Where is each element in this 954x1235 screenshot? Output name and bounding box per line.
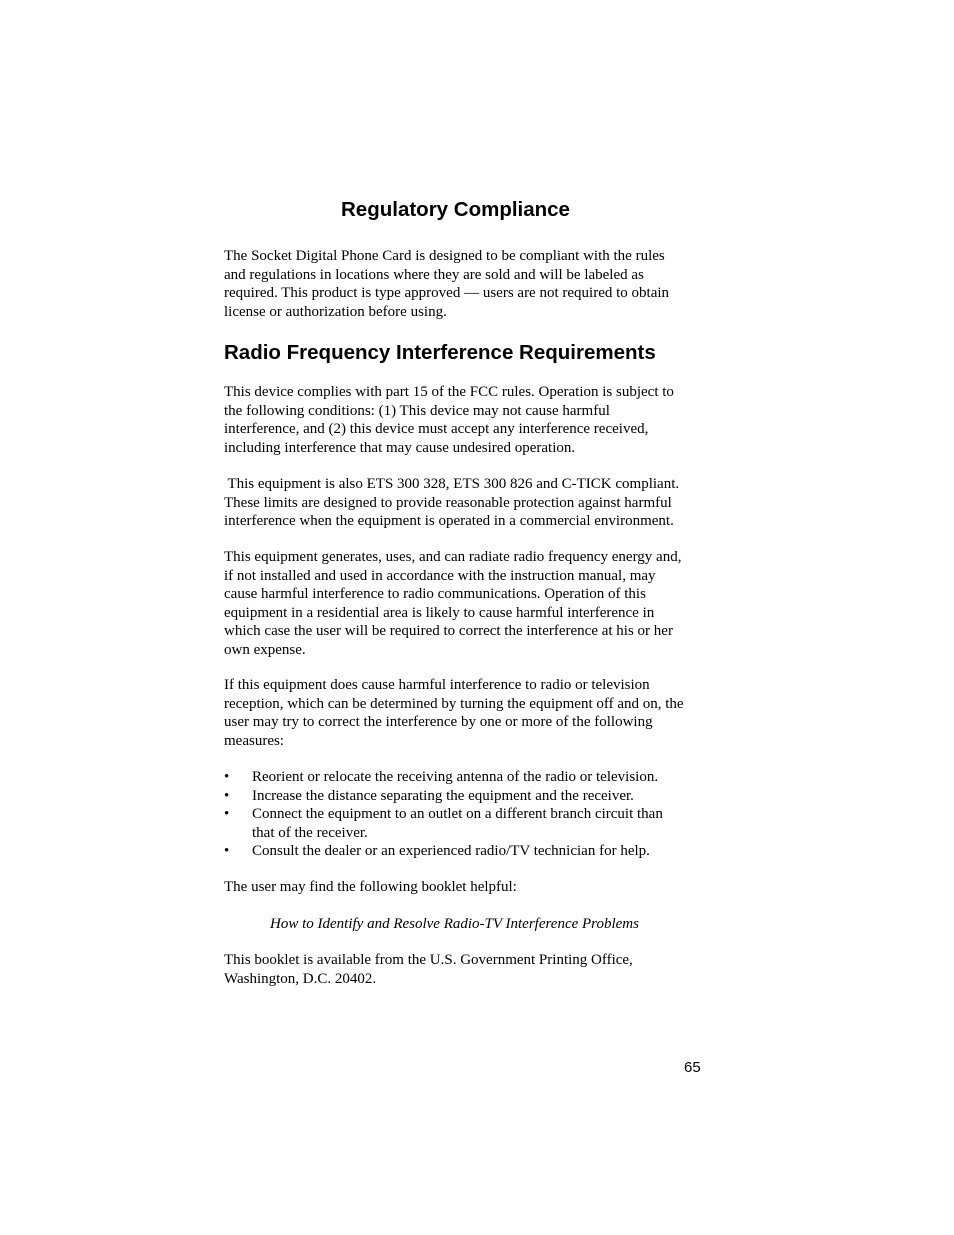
paragraph-ets [224, 475, 704, 531]
measures-list [224, 768, 704, 861]
paragraph-generates [224, 548, 704, 659]
paragraph-line: own expense. [224, 641, 306, 658]
paragraph-line: including interference that may cause undesired operation. [224, 439, 576, 456]
paragraph-regulatory [224, 247, 704, 321]
bullet-icon: • [224, 769, 230, 785]
paragraph-line: and regulations in locations where they are sold and will be labeled as [224, 266, 644, 283]
list-item [224, 842, 704, 861]
list-item [224, 787, 704, 806]
bullet-icon: • [224, 843, 230, 859]
paragraph-line: measures: [224, 732, 284, 749]
paragraph-line: the following conditions: (1) This device may not cause harmful [224, 402, 610, 419]
paragraph-line: Washington, D.C. 20402. [224, 970, 377, 987]
heading-regulatory-compliance: Regulatory Compliance [341, 198, 570, 221]
paragraph-line: The user may find the following booklet helpful: [224, 879, 517, 895]
paragraph-line: The Socket Digital Phone Card is designed to be compliant with the rules [224, 248, 665, 264]
list-item-text: that of the receiver. [252, 824, 368, 841]
paragraph-fcc [224, 383, 704, 457]
list-item-text: Connect the equipment to an outlet on a different branch circuit than [252, 806, 663, 822]
list-item-text: Reorient or relocate the receiving antenna of the radio or television. [252, 769, 659, 785]
paragraph-line: if not installed and used in accordance with the instruction manual, may [224, 567, 656, 584]
list-item-text: Increase the distance separating the equipment and the receiver. [252, 787, 634, 804]
paragraph-line: license or authorization before using. [224, 303, 447, 320]
list-item [224, 768, 704, 787]
bullet-icon: • [224, 787, 230, 804]
list-item-text: Consult the dealer or an experienced radio/TV technician for help. [252, 843, 650, 859]
paragraph-line: which case the user will be required to correct the interference at his or her [224, 623, 673, 639]
bullet-icon: • [224, 806, 230, 822]
booklet-title: How to Identify and Resolve Radio-TV Interference Problems [270, 916, 639, 932]
paragraph-if-cause [224, 676, 704, 750]
paragraph-line: interference, and (2) this device must accept any interference received, [224, 421, 649, 437]
list-item [224, 805, 704, 842]
paragraph-line: This equipment is also ETS 300 328, ETS 300 826 and C-TICK compliant. [224, 476, 680, 492]
paragraph-line: cause harmful interference to radio communications. Operation of this [224, 586, 646, 602]
paragraph-line: This device complies with part 15 of the FCC rules. Operation is subject to [224, 384, 674, 400]
paragraph-line: This equipment generates, uses, and can radiate radio frequency energy and, [224, 549, 682, 565]
page-number: 65 [684, 1059, 701, 1076]
paragraph-line: equipment in a residential area is likely to cause harmful interference in [224, 604, 655, 621]
paragraph-line: interference when the equipment is operated in a commercial environment. [224, 513, 674, 529]
paragraph-line: These limits are designed to provide reasonable protection against harmful [224, 494, 672, 511]
paragraph-line: If this equipment does cause harmful interference to radio or television [224, 677, 650, 693]
heading-rfi-requirements: Radio Frequency Interference Requirements [224, 341, 656, 364]
paragraph-line: reception, which can be determined by turning the equipment off and on, the [224, 695, 684, 712]
paragraph-line: user may try to correct the interference by one or more of the following [224, 714, 653, 730]
paragraph-booklet-intro [224, 878, 704, 897]
paragraph-line: required. This product is type approved — users are not required to obtain [224, 285, 670, 301]
paragraph-booklet-available [224, 951, 704, 988]
paragraph-line: This booklet is available from the U.S. Government Printing Office, [224, 952, 633, 968]
